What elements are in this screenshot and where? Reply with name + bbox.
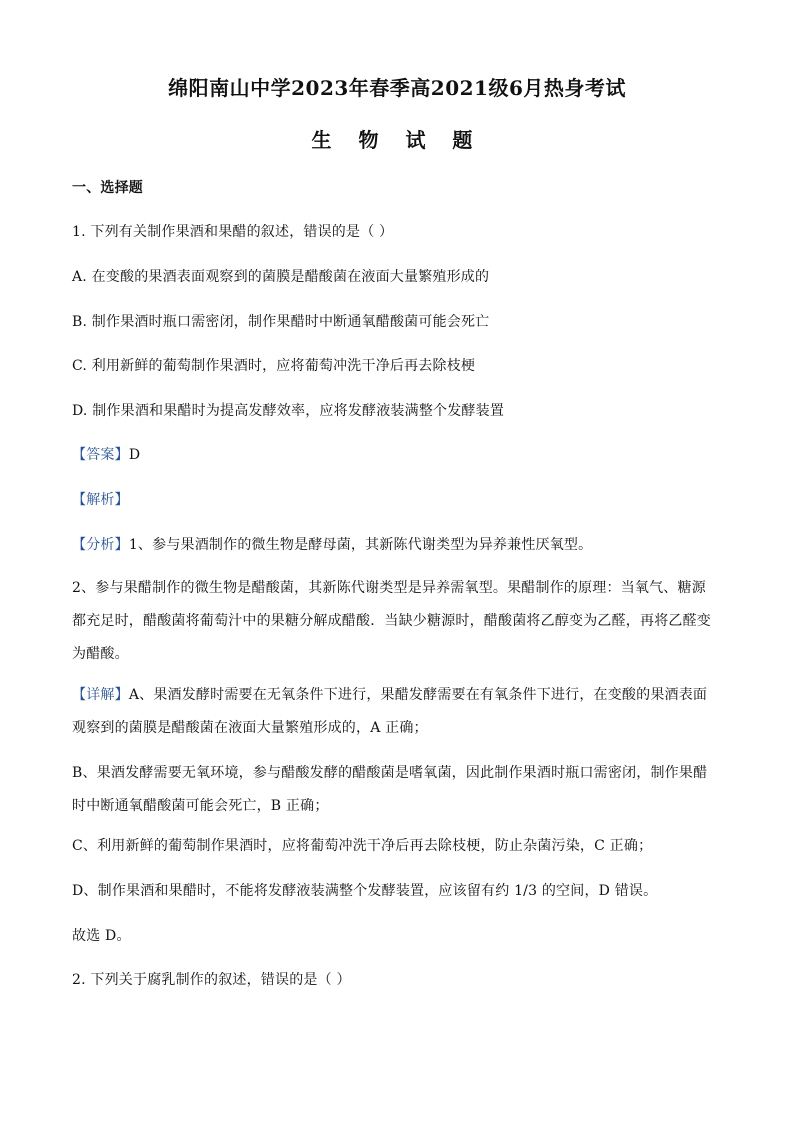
conclusion: 故选 D。 xyxy=(72,928,131,944)
xiangjie-paragraph-d: D、制作果酒和果醋时，不能将发酵液装满整个发酵装置，应该留有约 1/3 的空间，D 错误。 xyxy=(72,883,658,899)
fenxi-line xyxy=(72,535,732,555)
xiangjie-a-text: A、果酒发酵时需要在无氧条件下进行，果醋发酵需要在有氧条件下进行，在变酸的果酒表面观察到的菌膜是醋酸菌在液面大量繁殖形成的，A 正确； xyxy=(72,687,708,736)
analysis-tag: 【解析】 xyxy=(72,492,129,508)
question-2-stem: 2. 下列关于腐乳制作的叙述，错误的是（ ） xyxy=(72,972,351,988)
question-1-option-a: A. 在变酸的果酒表面观察到的菌膜是醋酸菌在液面大量繁殖形成的 xyxy=(72,269,490,285)
analysis-paragraph-2: 2、参与果醋制作的微生物是醋酸菌，其新陈代谢类型是异养需氧型。果醋制作的原理：当氧气、糖源都充足时，醋酸菌将葡萄汁中的果糖分解成醋酸．当缺少糖源时，醋酸菌将乙醇变为乙醛，再将乙醛变为醋酸。 xyxy=(72,580,711,662)
xiangjie-tag: 【详解】 xyxy=(72,687,129,703)
answer-value: D xyxy=(128,447,141,463)
fenxi-text: 1、参与果酒制作的微生物是酵母菌，其新陈代谢类型为异养兼性厌氧型。 xyxy=(128,537,593,553)
xiangjie-paragraph-b: B、果酒发酵需要无氧环境，参与醋酸发酵的醋酸菌是嗜氧菌，因此制作果酒时瓶口需密闭，制作果醋时中断通氧醋酸菌可能会死亡，B 正确； xyxy=(72,765,708,814)
exam-title: 绵阳南山中学2023年春季高2021级6月热身考试 xyxy=(168,76,626,100)
question-1-stem: 1. 下列有关制作果酒和果醋的叙述，错误的是（ ） xyxy=(72,224,394,240)
answer-line xyxy=(72,445,732,465)
section-heading: 一、选择题 xyxy=(72,180,143,196)
subject-title: 生 物 试 题 xyxy=(311,128,483,152)
fenxi-tag: 【分析】 xyxy=(72,537,129,553)
xiangjie-paragraph-a xyxy=(72,679,720,745)
answer-tag: 【答案】 xyxy=(72,447,129,463)
question-1-option-d: D. 制作果酒和果醋时为提高发酵效率，应将发酵液装满整个发酵装置 xyxy=(72,403,505,419)
question-1-option-b: B. 制作果酒时瓶口需密闭，制作果醋时中断通氧醋酸菌可能会死亡 xyxy=(72,314,490,330)
question-1-option-c: C. 利用新鲜的葡萄制作果酒时，应将葡萄冲洗干净后再去除枝梗 xyxy=(72,358,476,374)
xiangjie-paragraph-c: C、利用新鲜的葡萄制作果酒时，应将葡萄冲洗干净后再去除枝梗，防止杂菌污染，C 正确； xyxy=(72,838,653,854)
